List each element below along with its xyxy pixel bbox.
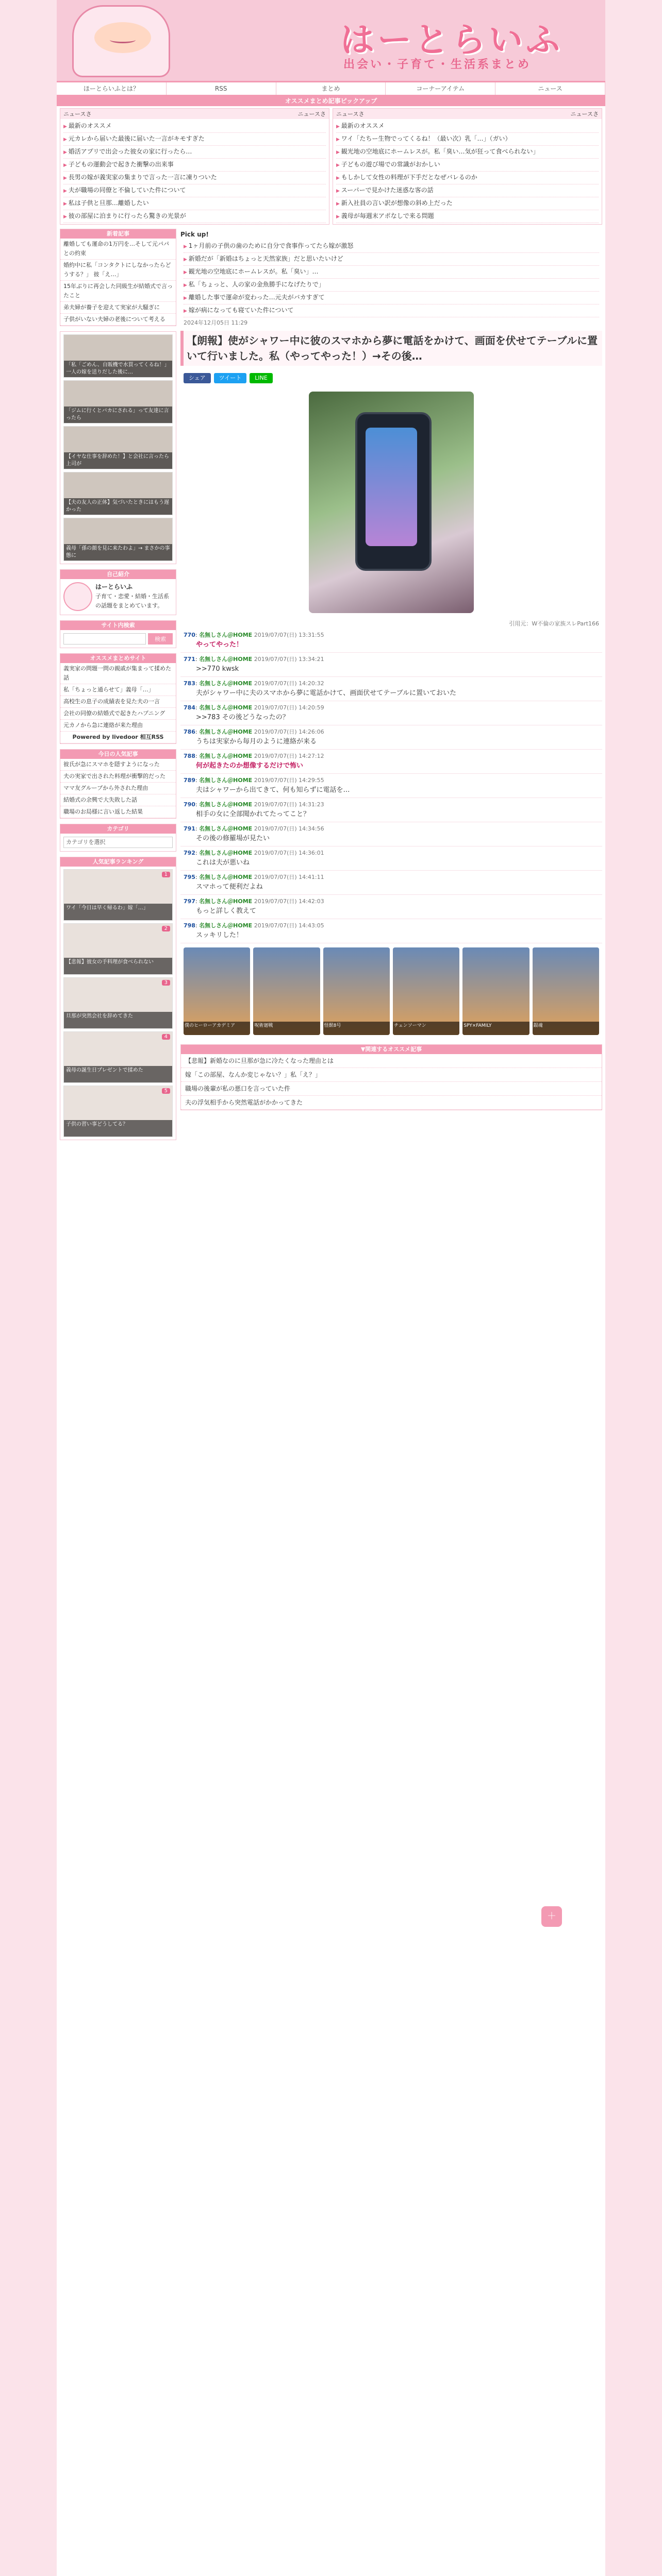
response: 771: 名無しさん＠HOME 2019/07/07(日) 13:34:21 >>770 kwsk — [180, 653, 602, 677]
list-item[interactable]: ▶ 1ヶ月前の子供の歯のために自分で食事作ってたら嫁が激怒 — [184, 240, 599, 253]
list-item[interactable]: ▶ 子どもの運動会で起きた衝撃の出来事 — [63, 159, 326, 172]
response-number[interactable]: 789 — [184, 777, 195, 784]
response-date: 2019/07/07(日) 14:27:12 — [254, 753, 324, 759]
list-item[interactable]: 嫁「この部屋、なんか変じゃない？」私「え？」 — [181, 1068, 602, 1082]
list-item[interactable]: 婚約中に私「コンタクトにしなかったらどうする？」 彼「え…」 — [60, 260, 176, 281]
list-head: ニュースさ — [63, 111, 92, 117]
response: 786: 名無しさん＠HOME 2019/07/07(日) 14:26:06 うちは実家から毎月のように連絡が来る — [180, 725, 602, 750]
category-box — [60, 824, 176, 852]
line-share-button[interactable]: LINE — [250, 373, 273, 383]
box-heading: カテゴリ — [60, 824, 176, 834]
ad-banner[interactable]: 銀魂 — [533, 947, 599, 1035]
response: 797: 名無しさん＠HOME 2019/07/07(日) 14:42:03 もっと詳しく教えて — [180, 895, 602, 919]
box-heading: オススメまとめサイト — [60, 654, 176, 663]
list-item[interactable]: ▶ もしかして女性の料理が下手だとなぜバレるのか — [336, 172, 599, 184]
response-body: もっと詳しく教えて — [196, 907, 257, 915]
list-item[interactable]: ▶ 観光地の空地底にホームレスが。私「臭い…気が狂って食べられない」 — [336, 146, 599, 159]
response-body: 夫がシャワー中に夫のスマホから夢に電話かけて、画面伏せてテーブルに置いておいた — [196, 689, 457, 697]
search-button[interactable]: 検索 — [148, 633, 173, 645]
responses — [180, 629, 602, 943]
list-item[interactable]: ▶ 嫁が病になっても寝ていた件について — [184, 304, 599, 317]
response-number[interactable]: 798 — [184, 922, 195, 929]
ranking-box — [60, 857, 176, 1140]
page — [57, 0, 605, 2576]
ad-banner[interactable]: 呪術廻戦 — [253, 947, 320, 1035]
twitter-share-button[interactable]: ツイート — [214, 373, 246, 383]
response-body: スッキリした！ — [196, 931, 243, 939]
response-body: 夫はシャワーから出てきて、何も知らずに電話を… — [196, 786, 350, 794]
main-column — [180, 229, 602, 1145]
response-name: 名無しさん＠HOME — [199, 801, 253, 808]
response: 770: 名無しさん＠HOME 2019/07/07(日) 13:31:55 やってやった！ — [180, 629, 602, 653]
response: 784: 名無しさん＠HOME 2019/07/07(日) 14:20:59 >>783 その後どうなったの？ — [180, 701, 602, 725]
box-heading: 今日の人気記事 — [60, 750, 176, 759]
response-body: 相手の女に全部聞かれてたってこと？ — [196, 810, 310, 818]
response: 798: 名無しさん＠HOME 2019/07/07(日) 14:43:05 スッキリした！ — [180, 919, 602, 943]
nav-item-about[interactable]: ほーとらいふとは？ — [57, 82, 167, 95]
list-item[interactable]: 高校生の息子の成績表を見た夫の一言 — [60, 696, 176, 708]
ranking-item[interactable]: 1 ワイ「今日は早く帰るわ」嫁「…」 — [63, 869, 173, 921]
rank-badge: 1 — [162, 872, 170, 877]
nav-item-news[interactable]: ニュース — [495, 82, 605, 95]
global-nav — [57, 82, 605, 96]
list-item[interactable]: ▶ 長男の嫁が義実家の集まりで言った一言に凍りついた — [63, 172, 326, 184]
response-name: 名無しさん＠HOME — [199, 825, 253, 832]
article-thumbnail[interactable]: 「ジムに行くとバカにされる」って友達に言ったら — [63, 380, 173, 423]
nav-item-corner[interactable]: コーナーアイテム — [386, 82, 495, 95]
response-number[interactable]: 770 — [184, 632, 195, 638]
list-item[interactable]: 私「ちょっと通らせて」義母「…」 — [60, 684, 176, 696]
thumb-articles-box — [60, 331, 176, 564]
response: 783: 名無しさん＠HOME 2019/07/07(日) 14:20:32 夫がシャワー中に夫のスマホから夢に電話かけて、画面伏せてテーブルに置いておいた — [180, 677, 602, 701]
response-name: 名無しさん＠HOME — [199, 850, 253, 856]
popular-box — [60, 749, 176, 819]
response-number[interactable]: 791 — [184, 825, 195, 832]
pickup-list — [180, 239, 602, 318]
response-name: 名無しさん＠HOME — [199, 777, 253, 784]
article-thumbnail[interactable]: 【イヤな仕事を辞めた！】と会社に言ったら上司が — [63, 426, 173, 469]
response-date: 2019/07/07(日) 14:26:06 — [254, 728, 324, 735]
response-date: 2019/07/07(日) 14:20:32 — [254, 680, 324, 687]
ranking-item[interactable]: 2 【悲報】彼女の手料理が食べられない — [63, 923, 173, 975]
response-number[interactable]: 786 — [184, 728, 195, 735]
response-number[interactable]: 797 — [184, 898, 195, 905]
top-list-left — [60, 108, 329, 225]
list-item[interactable]: ▶ 婚活アプリで出会った彼女の家に行ったら… — [63, 146, 326, 159]
site-header — [57, 0, 605, 82]
list-item[interactable]: 結婚式の余興で大失敗した話 — [60, 794, 176, 806]
response-body: その後の修羅場が見たい — [196, 835, 270, 842]
profile-name: はーとらいふ — [95, 583, 133, 590]
response-body: >>783 その後どうなったの？ — [196, 714, 289, 721]
ranking-item[interactable]: 4 義母の誕生日プレゼントで揉めた — [63, 1031, 173, 1083]
smartphone-photo — [309, 392, 474, 613]
response-number[interactable]: 788 — [184, 753, 195, 759]
response-name: 名無しさん＠HOME — [199, 728, 253, 735]
list-item[interactable]: 【悲報】新婚なのに旦那が急に冷たくなった理由とは — [181, 1054, 602, 1068]
box-heading: ▼関連するオススメ記事 — [181, 1045, 602, 1054]
share-buttons — [180, 370, 602, 386]
article-date: 2024年12月05日 11:29 — [184, 319, 248, 326]
ad-banner[interactable]: SPY×FAMILY — [462, 947, 529, 1035]
profile-box — [60, 569, 176, 615]
list-item[interactable]: ▶ スーパーで見かけた迷惑な客の話 — [336, 184, 599, 197]
list-item[interactable]: ▶ 夫が職場の同僚と不倫していた件について — [63, 184, 326, 197]
content-wrap — [57, 227, 605, 1147]
article-thumbnail[interactable]: 「私「ごめん、自販機で水買ってくるね！」 一人の嫁を送りだした後に… — [63, 334, 173, 378]
article-title: 【朗報】使がシャワー中に彼のスマホから夢に電話をかけて、画面を伏せてテーブルに置いて行いました。私（やってやった！）→その後… — [180, 331, 602, 366]
article-thumbnail[interactable]: 義母「孫の顔を見に来たわよ」→ まさかの事態に — [63, 518, 173, 561]
facebook-share-button[interactable]: シェア — [184, 373, 211, 383]
response-date: 2019/07/07(日) 14:42:03 — [254, 898, 324, 905]
response-body: スマホって便利だよね — [196, 883, 263, 891]
response-date: 2019/07/07(日) 14:29:55 — [254, 777, 324, 784]
response-body: 何が起きたのか想像するだけで怖い — [196, 762, 304, 770]
powered-by-link[interactable]: Powered by livedoor 相互RSS — [60, 732, 176, 743]
search-box — [60, 620, 176, 648]
pickup-label: Pick up! — [180, 231, 209, 238]
list-item[interactable]: ▶ 子どもの遊び場での常識がおかしい — [336, 159, 599, 172]
nav-item-rss[interactable]: RSS — [167, 82, 276, 95]
response-date: 2019/07/07(日) 14:36:01 — [254, 850, 324, 856]
rank-badge: 4 — [162, 1034, 170, 1040]
box-heading: サイト内検索 — [60, 621, 176, 630]
list-item[interactable]: ▶ 最新のオススメ — [63, 120, 326, 133]
response-name: 名無しさん＠HOME — [199, 874, 253, 880]
list-item[interactable]: ▶ 彼の部屋に泊まりに行ったら驚きの光景が — [63, 210, 326, 223]
new-articles-box — [60, 229, 176, 326]
box-heading: 人気記事ランキング — [60, 857, 176, 867]
response-name: 名無しさん＠HOME — [199, 753, 253, 759]
list-item[interactable]: 弟夫婦が養子を迎えて実家が大騒ぎに — [60, 302, 176, 314]
site-subtitle: 出会い・子育て・生活系まとめ — [343, 58, 532, 71]
response: 788: 名無しさん＠HOME 2019/07/07(日) 14:27:12 何が起きたのか想像するだけで怖い — [180, 750, 602, 774]
list-item[interactable]: 離婚しても運命の1万円を…そして元パパとの約束 — [60, 239, 176, 260]
response-number[interactable]: 771 — [184, 656, 195, 663]
response-body: これは夫が悪いね — [196, 859, 250, 867]
response: 790: 名無しさん＠HOME 2019/07/07(日) 14:31:23 相手の女に全部聞かれてたってこと？ — [180, 798, 602, 822]
site-logo[interactable]: はーとらいふ — [340, 20, 563, 60]
response-number[interactable]: 783 — [184, 680, 195, 687]
top-list-right — [333, 108, 602, 225]
response-date: 2019/07/07(日) 13:34:21 — [254, 656, 324, 663]
response-name: 名無しさん＠HOME — [199, 922, 253, 929]
list-item[interactable]: 夫の実家で出された料理が衝撃的だった — [60, 771, 176, 783]
list-item[interactable]: 夫の浮気相手から突然電話がかかってきた — [181, 1096, 602, 1110]
manga-ad-row — [180, 943, 602, 1039]
response-number[interactable]: 795 — [184, 874, 195, 880]
response-body: うちは実家から毎月のように連絡が来る — [196, 738, 317, 745]
response: 789: 名無しさん＠HOME 2019/07/07(日) 14:29:55 夫はシャワーから出てきて、何も知らずに電話を… — [180, 774, 602, 798]
response-name: 名無しさん＠HOME — [199, 632, 253, 638]
list-item[interactable]: 義実家の問題一問の親戚が集まって揉めた話 — [60, 663, 176, 684]
response-name: 名無しさん＠HOME — [199, 898, 253, 905]
list-item[interactable]: ▶ 私は子供と旦那…離婚したい — [63, 197, 326, 210]
pickup-bar: オススメまとめ記事ピックアップ — [57, 96, 605, 106]
response-name: 名無しさん＠HOME — [199, 680, 253, 687]
list-head: ニュースさ — [336, 111, 365, 117]
response: 791: 名無しさん＠HOME 2019/07/07(日) 14:34:56 その後の修羅場が見たい — [180, 822, 602, 846]
response-body: >>770 kwsk — [196, 665, 239, 673]
list-item[interactable]: 彼氏が急にスマホを隠すようになった — [60, 759, 176, 771]
response-number[interactable]: 784 — [184, 704, 195, 711]
page-top-button[interactable]: ＋ — [541, 1906, 562, 1927]
response-date: 2019/07/07(日) 14:34:56 — [254, 825, 324, 832]
response: 795: 名無しさん＠HOME 2019/07/07(日) 14:41:11 スマホって便利だよね — [180, 871, 602, 895]
response-name: 名無しさん＠HOME — [199, 656, 253, 663]
response-number[interactable]: 792 — [184, 850, 195, 856]
list-item[interactable]: 15年ぶりに再会した同級生が結婚式で言ったこと — [60, 281, 176, 302]
list-item[interactable]: ▶ 元カレから届いた最後に届いた一言がキモすぎた — [63, 133, 326, 146]
ad-banner[interactable]: 怪獣8号 — [323, 947, 390, 1035]
category-select[interactable]: カテゴリを選択 — [63, 837, 173, 848]
response-date: 2019/07/07(日) 14:31:23 — [254, 801, 324, 808]
box-heading: 自己紹介 — [60, 570, 176, 579]
links-box — [60, 653, 176, 744]
list-item[interactable]: 元カノから急に連絡が来た理由 — [60, 720, 176, 732]
left-sidebar — [60, 229, 176, 1145]
list-item[interactable]: ▶ 新入社員の言い訳が想像の斜め上だった — [336, 197, 599, 210]
list-item[interactable]: ▶ ワイ「たちー生物でってくるね！（最い次）乳「…」（ガい） — [336, 133, 599, 146]
list-item[interactable]: 子供がいない夫婦の老後について考える — [60, 314, 176, 326]
ad-banner[interactable]: チェンソーマン — [393, 947, 459, 1035]
ranking-item[interactable]: 5 子供の習い事どうしてる？ — [63, 1086, 173, 1137]
response-date: 2019/07/07(日) 13:31:55 — [254, 632, 324, 638]
profile-text: 子育て・恋愛・結婚・生活系の話題をまとめています。 — [95, 593, 169, 609]
response-date: 2019/07/07(日) 14:41:11 — [254, 874, 324, 880]
rank-badge: 2 — [162, 926, 170, 931]
mascot-illustration — [72, 5, 170, 77]
list-item[interactable]: ▶ 義母が毎週末アポなしで来る問題 — [336, 210, 599, 223]
list-item[interactable]: ▶ 離婚した事で運命が変わった…元夫がバカすぎて — [184, 292, 599, 304]
response-number[interactable]: 790 — [184, 801, 195, 808]
list-item[interactable]: 職場の後輩が私の悪口を言っていた件 — [181, 1082, 602, 1096]
avatar — [63, 582, 92, 611]
response-date: 2019/07/07(日) 14:43:05 — [254, 922, 324, 929]
related-articles — [180, 1044, 602, 1110]
list-head: ニュースさ — [297, 111, 326, 117]
list-item[interactable]: ▶ 最新のオススメ — [336, 120, 599, 133]
source-credit[interactable]: 引用元：W不倫の家族スレPart166 — [509, 620, 599, 627]
list-item[interactable]: ママ友グループから外された理由 — [60, 783, 176, 794]
response-body: やってやった！ — [196, 641, 243, 649]
search-input[interactable] — [63, 633, 146, 645]
list-item[interactable]: ▶ 新婚だが「新婚はちょっと天然家族」だと思いたいけど — [184, 253, 599, 266]
rank-badge: 5 — [162, 1088, 170, 1094]
top-lists — [57, 106, 605, 227]
response-date: 2019/07/07(日) 14:20:59 — [254, 704, 324, 711]
article-thumbnail[interactable]: 【夫の友人の正体】気づいたときにはもう遅かった — [63, 472, 173, 515]
nav-item-matome[interactable]: まとめ — [276, 82, 386, 95]
response-name: 名無しさん＠HOME — [199, 704, 253, 711]
list-item[interactable]: ▶ 観光地の空地底にホームレスが。私「臭い」… — [184, 266, 599, 279]
list-item[interactable]: 会社の同僚の結婚式で起きたハプニング — [60, 708, 176, 720]
list-item[interactable]: 職場のお局様に言い返した結果 — [60, 806, 176, 818]
list-item[interactable]: ▶ 私「ちょっと、人の家の金魚勝手になげたりで」 — [184, 279, 599, 292]
list-head: ニュースさ — [570, 111, 599, 117]
ad-banner[interactable]: 僕のヒーローアカデミア — [184, 947, 250, 1035]
ranking-item[interactable]: 3 旦那が突然会社を辞めてきた — [63, 977, 173, 1029]
box-heading: 新着記事 — [60, 229, 176, 239]
response: 792: 名無しさん＠HOME 2019/07/07(日) 14:36:01 これは夫が悪いね — [180, 846, 602, 871]
rank-badge: 3 — [162, 980, 170, 986]
